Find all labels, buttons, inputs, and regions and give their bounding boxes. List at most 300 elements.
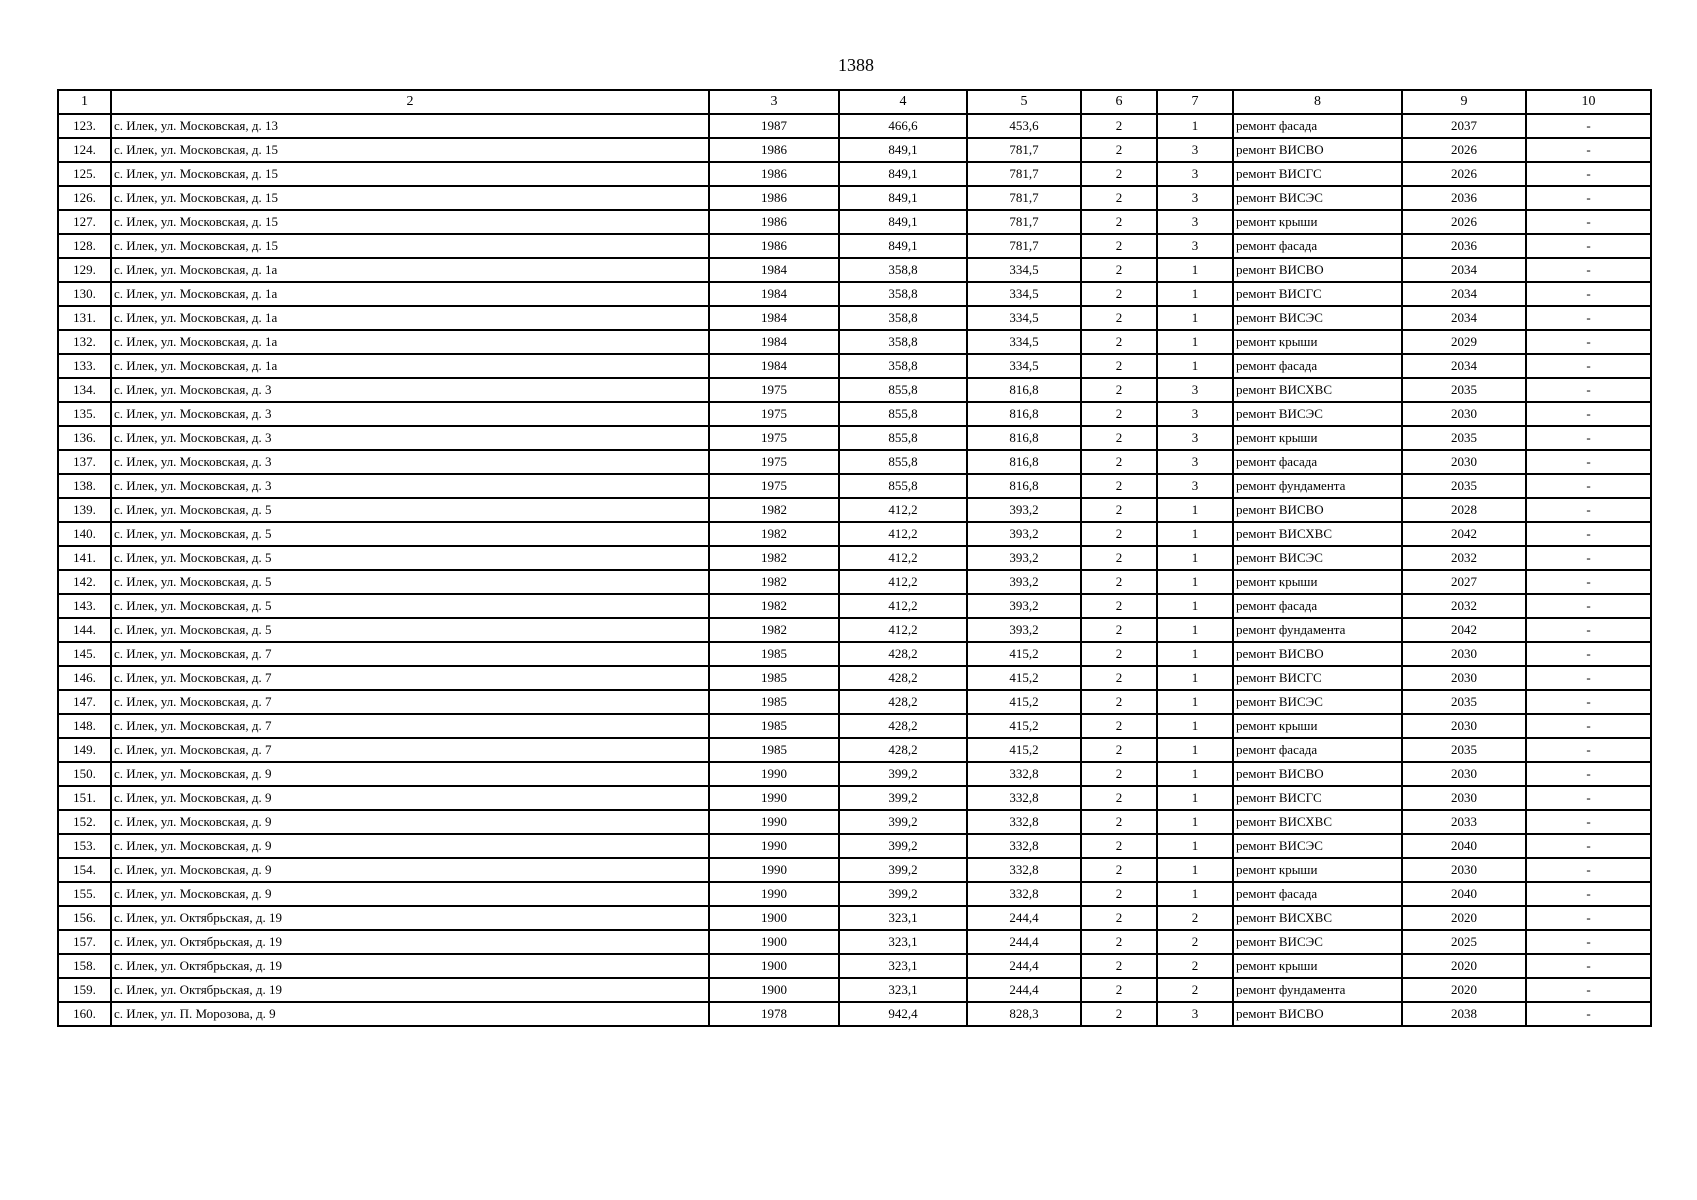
row-number-cell: 134. [58, 378, 111, 402]
total-area-cell: 399,2 [839, 858, 967, 882]
entrances-count-cell: 2 [1157, 906, 1233, 930]
year-built-cell: 1990 [709, 834, 839, 858]
living-area-cell: 332,8 [967, 762, 1081, 786]
living-area-cell: 415,2 [967, 642, 1081, 666]
planned-year-cell: 2030 [1402, 642, 1526, 666]
entrances-count-cell: 3 [1157, 1002, 1233, 1026]
floors-count-cell: 2 [1081, 162, 1157, 186]
year-built-cell: 1986 [709, 234, 839, 258]
entrances-count-cell: 1 [1157, 546, 1233, 570]
living-area-cell: 244,4 [967, 906, 1081, 930]
table-row [58, 786, 1651, 810]
floors-count-cell: 2 [1081, 378, 1157, 402]
floors-count-cell: 2 [1081, 450, 1157, 474]
note-cell: - [1526, 498, 1651, 522]
planned-year-cell: 2030 [1402, 858, 1526, 882]
living-area-cell: 334,5 [967, 330, 1081, 354]
note-cell: - [1526, 858, 1651, 882]
year-built-cell: 1900 [709, 954, 839, 978]
planned-year-cell: 2030 [1402, 666, 1526, 690]
total-area-cell: 412,2 [839, 570, 967, 594]
table-body [58, 114, 1651, 1026]
address-cell: с. Илек, ул. Московская, д. 9 [111, 786, 709, 810]
note-cell: - [1526, 330, 1651, 354]
address-cell: с. Илек, ул. Московская, д. 3 [111, 378, 709, 402]
total-area-cell: 855,8 [839, 426, 967, 450]
address-cell: с. Илек, ул. Московская, д. 7 [111, 714, 709, 738]
row-number-cell: 133. [58, 354, 111, 378]
table-row [58, 1002, 1651, 1026]
entrances-count-cell: 3 [1157, 210, 1233, 234]
address-cell: с. Илек, ул. Московская, д. 5 [111, 498, 709, 522]
year-built-cell: 1900 [709, 906, 839, 930]
total-area-cell: 849,1 [839, 138, 967, 162]
work-type-cell: ремонт фасада [1233, 354, 1402, 378]
address-cell: с. Илек, ул. Московская, д. 1а [111, 306, 709, 330]
entrances-count-cell: 1 [1157, 522, 1233, 546]
planned-year-cell: 2035 [1402, 690, 1526, 714]
note-cell: - [1526, 522, 1651, 546]
year-built-cell: 1982 [709, 570, 839, 594]
address-cell: с. Илек, ул. Московская, д. 3 [111, 450, 709, 474]
entrances-count-cell: 3 [1157, 474, 1233, 498]
entrances-count-cell: 1 [1157, 114, 1233, 138]
row-number-cell: 125. [58, 162, 111, 186]
row-number-cell: 145. [58, 642, 111, 666]
work-type-cell: ремонт ВИСХВС [1233, 810, 1402, 834]
row-number-cell: 150. [58, 762, 111, 786]
year-built-cell: 1975 [709, 426, 839, 450]
living-area-cell: 244,4 [967, 954, 1081, 978]
note-cell: - [1526, 210, 1651, 234]
table-row [58, 570, 1651, 594]
year-built-cell: 1990 [709, 786, 839, 810]
entrances-count-cell: 1 [1157, 762, 1233, 786]
living-area-cell: 781,7 [967, 234, 1081, 258]
row-number-cell: 156. [58, 906, 111, 930]
year-built-cell: 1990 [709, 882, 839, 906]
column-header: 3 [709, 90, 839, 114]
planned-year-cell: 2030 [1402, 762, 1526, 786]
living-area-cell: 415,2 [967, 666, 1081, 690]
work-type-cell: ремонт ВИСЭС [1233, 546, 1402, 570]
work-type-cell: ремонт ВИСВО [1233, 138, 1402, 162]
total-area-cell: 358,8 [839, 354, 967, 378]
note-cell: - [1526, 906, 1651, 930]
note-cell: - [1526, 162, 1651, 186]
floors-count-cell: 2 [1081, 138, 1157, 162]
planned-year-cell: 2030 [1402, 714, 1526, 738]
note-cell: - [1526, 762, 1651, 786]
column-header: 9 [1402, 90, 1526, 114]
row-number-cell: 142. [58, 570, 111, 594]
address-cell: с. Илек, ул. Московская, д. 9 [111, 810, 709, 834]
total-area-cell: 466,6 [839, 114, 967, 138]
work-type-cell: ремонт крыши [1233, 570, 1402, 594]
living-area-cell: 332,8 [967, 786, 1081, 810]
total-area-cell: 855,8 [839, 402, 967, 426]
note-cell: - [1526, 282, 1651, 306]
floors-count-cell: 2 [1081, 738, 1157, 762]
entrances-count-cell: 1 [1157, 690, 1233, 714]
floors-count-cell: 2 [1081, 186, 1157, 210]
row-number-cell: 124. [58, 138, 111, 162]
floors-count-cell: 2 [1081, 474, 1157, 498]
row-number-cell: 149. [58, 738, 111, 762]
work-type-cell: ремонт крыши [1233, 426, 1402, 450]
note-cell: - [1526, 666, 1651, 690]
address-cell: с. Илек, ул. Московская, д. 15 [111, 234, 709, 258]
floors-count-cell: 2 [1081, 882, 1157, 906]
row-number-cell: 160. [58, 1002, 111, 1026]
year-built-cell: 1982 [709, 618, 839, 642]
planned-year-cell: 2030 [1402, 786, 1526, 810]
table-row [58, 978, 1651, 1002]
table-row [58, 186, 1651, 210]
table-row [58, 714, 1651, 738]
address-cell: с. Илек, ул. Московская, д. 9 [111, 858, 709, 882]
note-cell: - [1526, 834, 1651, 858]
year-built-cell: 1982 [709, 522, 839, 546]
entrances-count-cell: 1 [1157, 714, 1233, 738]
planned-year-cell: 2035 [1402, 474, 1526, 498]
row-number-cell: 128. [58, 234, 111, 258]
total-area-cell: 855,8 [839, 378, 967, 402]
total-area-cell: 399,2 [839, 882, 967, 906]
column-header: 5 [967, 90, 1081, 114]
row-number-cell: 151. [58, 786, 111, 810]
work-type-cell: ремонт фундамента [1233, 978, 1402, 1002]
planned-year-cell: 2027 [1402, 570, 1526, 594]
table-row [58, 642, 1651, 666]
entrances-count-cell: 2 [1157, 954, 1233, 978]
entrances-count-cell: 1 [1157, 354, 1233, 378]
floors-count-cell: 2 [1081, 258, 1157, 282]
entrances-count-cell: 3 [1157, 402, 1233, 426]
row-number-cell: 146. [58, 666, 111, 690]
address-cell: с. Илек, ул. Московская, д. 7 [111, 642, 709, 666]
floors-count-cell: 2 [1081, 954, 1157, 978]
year-built-cell: 1987 [709, 114, 839, 138]
work-type-cell: ремонт ВИСЭС [1233, 930, 1402, 954]
address-cell: с. Илек, ул. Московская, д. 9 [111, 762, 709, 786]
work-type-cell: ремонт ВИСВО [1233, 762, 1402, 786]
planned-year-cell: 2035 [1402, 426, 1526, 450]
row-number-cell: 127. [58, 210, 111, 234]
work-type-cell: ремонт ВИСГС [1233, 282, 1402, 306]
planned-year-cell: 2026 [1402, 138, 1526, 162]
table-row [58, 954, 1651, 978]
note-cell: - [1526, 714, 1651, 738]
floors-count-cell: 2 [1081, 762, 1157, 786]
total-area-cell: 412,2 [839, 546, 967, 570]
total-area-cell: 323,1 [839, 978, 967, 1002]
living-area-cell: 415,2 [967, 714, 1081, 738]
planned-year-cell: 2035 [1402, 378, 1526, 402]
address-cell: с. Илек, ул. Московская, д. 1а [111, 354, 709, 378]
table-row [58, 330, 1651, 354]
planned-year-cell: 2020 [1402, 906, 1526, 930]
year-built-cell: 1985 [709, 738, 839, 762]
work-type-cell: ремонт ВИСВО [1233, 498, 1402, 522]
table-row [58, 450, 1651, 474]
total-area-cell: 849,1 [839, 186, 967, 210]
entrances-count-cell: 3 [1157, 450, 1233, 474]
floors-count-cell: 2 [1081, 210, 1157, 234]
planned-year-cell: 2042 [1402, 522, 1526, 546]
address-cell: с. Илек, ул. Московская, д. 3 [111, 426, 709, 450]
column-header: 6 [1081, 90, 1157, 114]
total-area-cell: 399,2 [839, 810, 967, 834]
living-area-cell: 781,7 [967, 186, 1081, 210]
year-built-cell: 1975 [709, 450, 839, 474]
total-area-cell: 358,8 [839, 306, 967, 330]
living-area-cell: 816,8 [967, 474, 1081, 498]
year-built-cell: 1978 [709, 1002, 839, 1026]
planned-year-cell: 2040 [1402, 834, 1526, 858]
work-type-cell: ремонт крыши [1233, 714, 1402, 738]
year-built-cell: 1985 [709, 690, 839, 714]
floors-count-cell: 2 [1081, 570, 1157, 594]
note-cell: - [1526, 570, 1651, 594]
year-built-cell: 1975 [709, 378, 839, 402]
entrances-count-cell: 2 [1157, 978, 1233, 1002]
note-cell: - [1526, 306, 1651, 330]
table-row [58, 426, 1651, 450]
year-built-cell: 1984 [709, 354, 839, 378]
floors-count-cell: 2 [1081, 930, 1157, 954]
floors-count-cell: 2 [1081, 858, 1157, 882]
living-area-cell: 393,2 [967, 594, 1081, 618]
note-cell: - [1526, 1002, 1651, 1026]
table-row [58, 930, 1651, 954]
address-cell: с. Илек, ул. Московская, д. 1а [111, 330, 709, 354]
work-type-cell: ремонт крыши [1233, 858, 1402, 882]
address-cell: с. Илек, ул. Октябрьская, д. 19 [111, 906, 709, 930]
year-built-cell: 1985 [709, 666, 839, 690]
total-area-cell: 428,2 [839, 690, 967, 714]
living-area-cell: 332,8 [967, 834, 1081, 858]
living-area-cell: 393,2 [967, 618, 1081, 642]
work-type-cell: ремонт ВИСВО [1233, 258, 1402, 282]
planned-year-cell: 2030 [1402, 402, 1526, 426]
year-built-cell: 1986 [709, 186, 839, 210]
row-number-cell: 131. [58, 306, 111, 330]
year-built-cell: 1986 [709, 162, 839, 186]
note-cell: - [1526, 594, 1651, 618]
table-row [58, 354, 1651, 378]
living-area-cell: 393,2 [967, 522, 1081, 546]
note-cell: - [1526, 258, 1651, 282]
planned-year-cell: 2029 [1402, 330, 1526, 354]
planned-year-cell: 2020 [1402, 978, 1526, 1002]
table-row [58, 618, 1651, 642]
note-cell: - [1526, 450, 1651, 474]
planned-year-cell: 2028 [1402, 498, 1526, 522]
work-type-cell: ремонт ВИСХВС [1233, 906, 1402, 930]
living-area-cell: 453,6 [967, 114, 1081, 138]
floors-count-cell: 2 [1081, 1002, 1157, 1026]
table-row [58, 234, 1651, 258]
planned-year-cell: 2037 [1402, 114, 1526, 138]
entrances-count-cell: 1 [1157, 258, 1233, 282]
total-area-cell: 399,2 [839, 762, 967, 786]
planned-year-cell: 2020 [1402, 954, 1526, 978]
living-area-cell: 816,8 [967, 378, 1081, 402]
note-cell: - [1526, 690, 1651, 714]
address-cell: с. Илек, ул. Московская, д. 7 [111, 690, 709, 714]
table-row [58, 666, 1651, 690]
planned-year-cell: 2036 [1402, 186, 1526, 210]
address-cell: с. Илек, ул. Октябрьская, д. 19 [111, 978, 709, 1002]
work-type-cell: ремонт ВИСЭС [1233, 690, 1402, 714]
living-area-cell: 332,8 [967, 882, 1081, 906]
address-cell: с. Илек, ул. Московская, д. 5 [111, 546, 709, 570]
year-built-cell: 1984 [709, 330, 839, 354]
total-area-cell: 849,1 [839, 210, 967, 234]
address-cell: с. Илек, ул. П. Морозова, д. 9 [111, 1002, 709, 1026]
work-type-cell: ремонт фасада [1233, 882, 1402, 906]
year-built-cell: 1990 [709, 762, 839, 786]
note-cell: - [1526, 738, 1651, 762]
living-area-cell: 334,5 [967, 354, 1081, 378]
living-area-cell: 816,8 [967, 402, 1081, 426]
entrances-count-cell: 1 [1157, 858, 1233, 882]
floors-count-cell: 2 [1081, 618, 1157, 642]
work-type-cell: ремонт крыши [1233, 330, 1402, 354]
address-cell: с. Илек, ул. Московская, д. 13 [111, 114, 709, 138]
table-row [58, 162, 1651, 186]
address-cell: с. Илек, ул. Октябрьская, д. 19 [111, 954, 709, 978]
living-area-cell: 244,4 [967, 930, 1081, 954]
entrances-count-cell: 3 [1157, 186, 1233, 210]
table-row [58, 738, 1651, 762]
planned-year-cell: 2038 [1402, 1002, 1526, 1026]
row-number-cell: 143. [58, 594, 111, 618]
row-number-cell: 140. [58, 522, 111, 546]
total-area-cell: 323,1 [839, 906, 967, 930]
living-area-cell: 393,2 [967, 570, 1081, 594]
planned-year-cell: 2032 [1402, 594, 1526, 618]
floors-count-cell: 2 [1081, 714, 1157, 738]
year-built-cell: 1900 [709, 978, 839, 1002]
entrances-count-cell: 1 [1157, 498, 1233, 522]
table-row [58, 858, 1651, 882]
row-number-cell: 144. [58, 618, 111, 642]
address-cell: с. Илек, ул. Московская, д. 9 [111, 882, 709, 906]
planned-year-cell: 2033 [1402, 810, 1526, 834]
year-built-cell: 1990 [709, 810, 839, 834]
row-number-cell: 139. [58, 498, 111, 522]
address-cell: с. Илек, ул. Московская, д. 7 [111, 738, 709, 762]
year-built-cell: 1982 [709, 546, 839, 570]
entrances-count-cell: 1 [1157, 330, 1233, 354]
column-header: 7 [1157, 90, 1233, 114]
total-area-cell: 849,1 [839, 234, 967, 258]
address-cell: с. Илек, ул. Московская, д. 5 [111, 618, 709, 642]
planned-year-cell: 2032 [1402, 546, 1526, 570]
planned-year-cell: 2040 [1402, 882, 1526, 906]
note-cell: - [1526, 402, 1651, 426]
total-area-cell: 942,4 [839, 1002, 967, 1026]
floors-count-cell: 2 [1081, 690, 1157, 714]
address-cell: с. Илек, ул. Московская, д. 15 [111, 138, 709, 162]
planned-year-cell: 2034 [1402, 258, 1526, 282]
note-cell: - [1526, 786, 1651, 810]
total-area-cell: 412,2 [839, 618, 967, 642]
row-number-cell: 136. [58, 426, 111, 450]
floors-count-cell: 2 [1081, 522, 1157, 546]
total-area-cell: 428,2 [839, 666, 967, 690]
total-area-cell: 855,8 [839, 474, 967, 498]
living-area-cell: 332,8 [967, 858, 1081, 882]
table-row [58, 258, 1651, 282]
year-built-cell: 1900 [709, 930, 839, 954]
address-cell: с. Илек, ул. Московская, д. 3 [111, 402, 709, 426]
living-area-cell: 334,5 [967, 282, 1081, 306]
note-cell: - [1526, 186, 1651, 210]
living-area-cell: 334,5 [967, 258, 1081, 282]
total-area-cell: 428,2 [839, 642, 967, 666]
floors-count-cell: 2 [1081, 810, 1157, 834]
entrances-count-cell: 1 [1157, 738, 1233, 762]
work-type-cell: ремонт фасада [1233, 594, 1402, 618]
table-row [58, 810, 1651, 834]
floors-count-cell: 2 [1081, 282, 1157, 306]
address-cell: с. Илек, ул. Московская, д. 1а [111, 258, 709, 282]
entrances-count-cell: 3 [1157, 162, 1233, 186]
table-row [58, 882, 1651, 906]
work-type-cell: ремонт фасада [1233, 738, 1402, 762]
address-cell: с. Илек, ул. Московская, д. 9 [111, 834, 709, 858]
living-area-cell: 244,4 [967, 978, 1081, 1002]
planned-year-cell: 2026 [1402, 210, 1526, 234]
living-area-cell: 393,2 [967, 498, 1081, 522]
row-number-cell: 137. [58, 450, 111, 474]
table-row [58, 594, 1651, 618]
work-type-cell: ремонт фасада [1233, 450, 1402, 474]
address-cell: с. Илек, ул. Московская, д. 7 [111, 666, 709, 690]
living-area-cell: 415,2 [967, 738, 1081, 762]
entrances-count-cell: 1 [1157, 834, 1233, 858]
entrances-count-cell: 2 [1157, 930, 1233, 954]
row-number-cell: 158. [58, 954, 111, 978]
work-type-cell: ремонт ВИСГС [1233, 666, 1402, 690]
table-row [58, 690, 1651, 714]
address-cell: с. Илек, ул. Московская, д. 15 [111, 162, 709, 186]
address-cell: с. Илек, ул. Московская, д. 15 [111, 210, 709, 234]
column-header: 2 [111, 90, 709, 114]
table-row [58, 906, 1651, 930]
work-type-cell: ремонт фасада [1233, 114, 1402, 138]
column-header: 4 [839, 90, 967, 114]
total-area-cell: 855,8 [839, 450, 967, 474]
entrances-count-cell: 1 [1157, 306, 1233, 330]
header-row [58, 90, 1651, 114]
floors-count-cell: 2 [1081, 594, 1157, 618]
note-cell: - [1526, 954, 1651, 978]
entrances-count-cell: 3 [1157, 426, 1233, 450]
year-built-cell: 1985 [709, 642, 839, 666]
note-cell: - [1526, 546, 1651, 570]
floors-count-cell: 2 [1081, 666, 1157, 690]
living-area-cell: 332,8 [967, 810, 1081, 834]
row-number-cell: 148. [58, 714, 111, 738]
work-type-cell: ремонт ВИСЭС [1233, 834, 1402, 858]
column-header: 8 [1233, 90, 1402, 114]
column-header: 1 [58, 90, 111, 114]
work-type-cell: ремонт ВИСХВС [1233, 378, 1402, 402]
